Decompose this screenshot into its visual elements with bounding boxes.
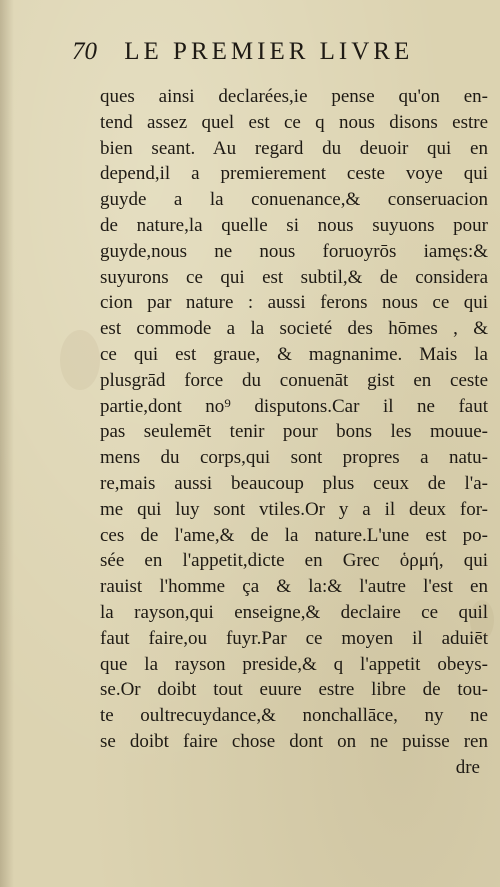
text-line: guyde,nous ne nous foruoyrōs iamęs:& <box>100 240 488 262</box>
text-line: guyde a la conuenance,& conseruacion <box>100 189 488 211</box>
text-line: re,mais aussi beaucoup plus ceux de l'a- <box>100 472 488 494</box>
page-number: 70 <box>72 38 97 65</box>
body-text <box>100 84 488 781</box>
text-line: se.Or doibt tout euure estre libre de tou- <box>100 679 488 701</box>
text-line: plusgrād force du conuenāt gist en ceste <box>100 369 488 391</box>
text-line: est commode a la societé des hōmes , & <box>100 318 488 340</box>
text-line: tend assez quel est ce q nous disons estre <box>100 111 488 133</box>
text-line: sée en l'appetit,dicte en Grec ὁρμή, qui <box>100 550 488 572</box>
text-line: bien seant. Au regard du deuoir qui en <box>100 137 488 159</box>
text-line: ques ainsi declarées,ie pense qu'on en- <box>100 86 488 107</box>
text-line: me qui luy sont vtiles.Or y a il deux for- <box>100 498 488 520</box>
text-line: cion par nature : aussi ferons nous ce qui <box>100 292 488 314</box>
text-line: depend,il a premierement ceste voye qui <box>100 163 488 185</box>
text-line: de nature,la quelle si nous suyuons pour <box>100 214 488 236</box>
text-line: te oultrecuydance,& nonchallāce, ny ne <box>100 705 488 727</box>
text-line: pas seulemēt tenir pour bons les mouue- <box>100 421 488 443</box>
catchword: dre <box>455 756 480 778</box>
text-line: faut faire,ou fuyr.Par ce moyen il aduiēt <box>100 627 488 649</box>
text-line: que la rayson preside,& q l'appetit obeys- <box>100 653 488 675</box>
text-line: partie,dont no⁹ disputons.Car il ne faut <box>100 395 488 417</box>
text-line: ce qui est graue, & magnanime. Mais la <box>100 343 488 365</box>
text-line: rauist l'homme ça & la:& l'autre l'est en <box>100 576 488 598</box>
text-line: suyurons ce qui est subtil,& de considera <box>100 266 488 288</box>
page-header <box>72 38 452 72</box>
text-line: se doibt faire chose dont on ne puisse ren <box>100 730 488 752</box>
text-line: mens du corps,qui sont propres a natu- <box>100 447 488 469</box>
running-head: LE PREMIER LIVRE <box>124 38 414 65</box>
text-line: la rayson,qui enseigne,& declaire ce quil <box>100 601 488 623</box>
text-line: ces de l'ame,& de la nature.L'une est po- <box>100 524 488 546</box>
paper-stain <box>60 330 100 390</box>
page-edge-shadow <box>0 0 14 887</box>
